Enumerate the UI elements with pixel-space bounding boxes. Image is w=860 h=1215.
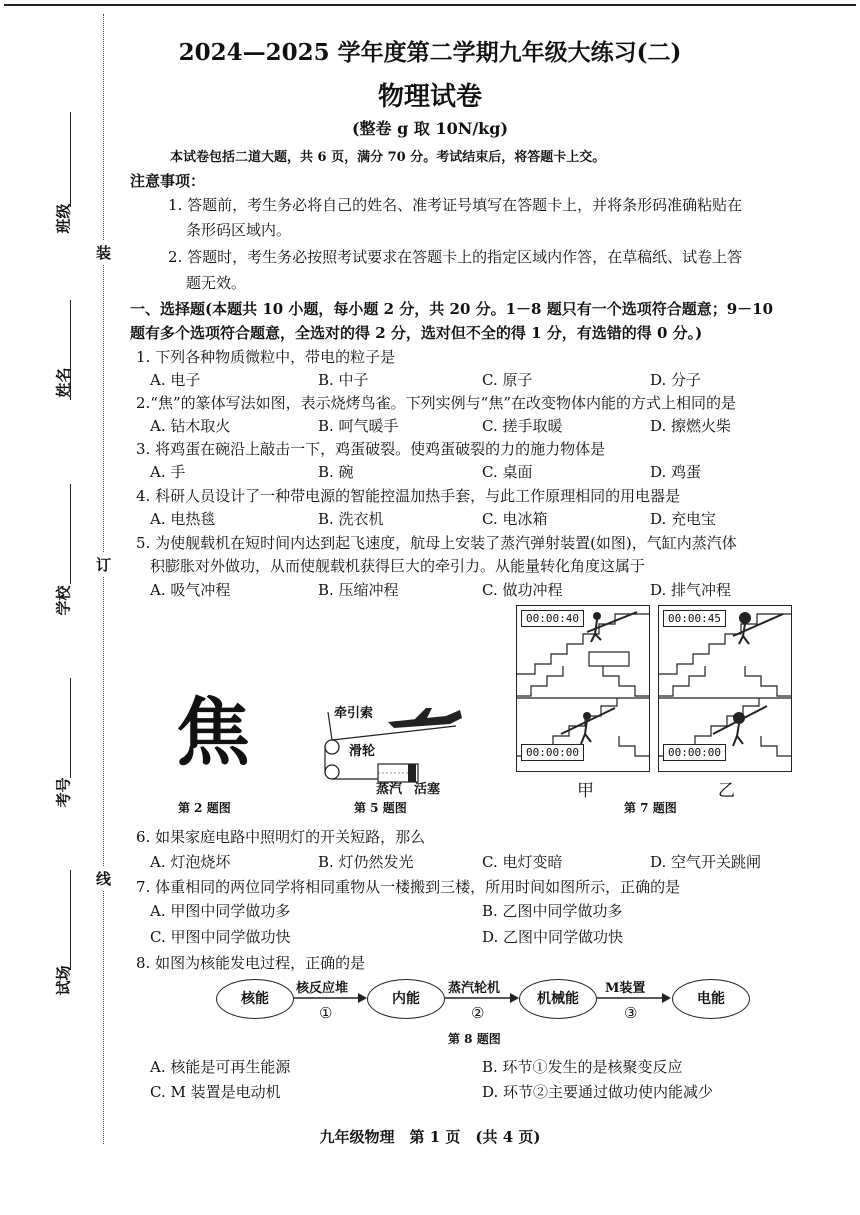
fig7-panel-yi	[658, 605, 792, 772]
exam-title: 2024—2025 学年度第二学期九年级大练习(二)	[178, 39, 682, 66]
q2-option-b: B. 呵气暖手	[318, 417, 399, 435]
q4-option-b: B. 洗衣机	[318, 510, 384, 528]
room-line	[70, 870, 71, 970]
notice-item2-line1: 2. 答题时，考生务必按照考试要求在答题卡上的指定区域内作答，在草稿纸、试卷上答	[168, 248, 743, 266]
fig5-caption: 第 5 题图	[354, 801, 407, 815]
q3-option-c: C. 桌面	[482, 463, 533, 481]
fig7-jia-start-time: 00:00:00	[521, 744, 584, 761]
q4-stem: 4. 科研人员设计了一种带电源的智能控温加热手套，与此工作原理相同的用电器是	[136, 487, 681, 505]
q7-option-b: B. 乙图中同学做功多	[482, 902, 623, 920]
fig7-label-jia: 甲	[577, 781, 594, 801]
fig2-caption: 第 2 题图	[178, 801, 231, 815]
q7-option-c: C. 甲图中同学做功快	[150, 928, 291, 946]
q8-option-a: A. 核能是可再生能源	[150, 1058, 291, 1076]
class-label: 班级	[54, 203, 73, 234]
q5-option-a: A. 吸气冲程	[150, 581, 231, 599]
fig8-arrow1-label: 核反应堆	[296, 981, 349, 996]
fig7-panel-jia	[516, 605, 650, 772]
q6-option-b: B. 灯仍然发光	[318, 853, 414, 871]
q1-option-a: A. 电子	[150, 371, 201, 389]
q5-option-d: D. 排气冲程	[650, 581, 732, 599]
fig8-arrow3-label: M装置	[605, 981, 646, 996]
page-footer: 九年级物理 第 1 页 (共 4 页)	[319, 1128, 541, 1146]
school-line	[70, 484, 71, 584]
fig2-seal-character: 焦	[176, 690, 250, 776]
fig5-label-pulley: 滑轮	[349, 744, 376, 759]
q6-stem: 6. 如果家庭电路中照明灯的开关短路，那么	[136, 828, 426, 846]
binding-xian: 线	[96, 866, 111, 891]
school-label: 学校	[54, 585, 73, 616]
q5-option-b: B. 压缩冲程	[318, 581, 399, 599]
q7-option-d: D. 乙图中同学做功快	[482, 928, 624, 946]
binding-zhuang: 装	[96, 240, 111, 265]
fig5-label-piston: 活塞	[414, 782, 441, 797]
q5-option-c: C. 做功冲程	[482, 581, 563, 599]
q3-stem: 3. 将鸡蛋在碗沿上敲击一下，鸡蛋破裂。使鸡蛋破裂的力的施力物体是	[136, 440, 606, 458]
notice-item1-line1: 1. 答题前，考生务必将自己的姓名、准考证号填写在答题卡上，并将条形码准确粘贴在	[168, 196, 743, 214]
fig8-caption: 第 8 题图	[448, 1032, 501, 1046]
q6-option-d: D. 空气开关跳闸	[650, 853, 762, 871]
q2-option-a: A. 钻木取火	[150, 417, 231, 435]
fig7-yi-start-time: 00:00:00	[663, 744, 726, 761]
fig7-jia-end-time: 00:00:40	[521, 610, 584, 627]
q2-option-d: D. 擦燃火柴	[650, 417, 732, 435]
q5-stem-line2: 积膨胀对外做功，从而使舰载机获得巨大的牵引力。从能量转化角度这属于	[150, 557, 646, 575]
q6-option-a: A. 灯泡烧坏	[150, 853, 231, 871]
q1-option-d: D. 分子	[650, 371, 702, 389]
binding-ding: 订	[96, 552, 111, 577]
fig8-node-mechanical: 机械能	[519, 979, 597, 1019]
q5-stem-line1: 5. 为使舰载机在短时间内达到起飞速度，航母上安装了蒸汽弹射装置(如图)，气缸内蒸汽体	[136, 534, 737, 552]
fig7-label-yi: 乙	[718, 781, 735, 801]
exam-no-line	[70, 678, 71, 778]
q7-option-a: A. 甲图中同学做功多	[150, 902, 291, 920]
exam-no-label: 考号	[54, 777, 73, 808]
fig8-node-internal: 内能	[367, 979, 445, 1019]
fig7-yi-end-time: 00:00:45	[663, 610, 726, 627]
fig8-arrow3-number: ③	[624, 1004, 638, 1022]
notice-item1-line2: 条形码区域内。	[186, 221, 292, 239]
fig8-arrow2-number: ②	[471, 1004, 485, 1022]
q8-option-d: D. 环节②主要通过做功使内能减少	[482, 1083, 714, 1101]
binding-dotted-line	[103, 14, 104, 1144]
q1-option-c: C. 原子	[482, 371, 533, 389]
q4-option-c: C. 电冰箱	[482, 510, 548, 528]
name-label: 姓名	[54, 367, 73, 398]
q3-option-d: D. 鸡蛋	[650, 463, 702, 481]
q8-option-c: C. M 装置是电动机	[150, 1083, 281, 1101]
q2-option-c: C. 搓手取暖	[482, 417, 563, 435]
fig8-arrow1-number: ①	[319, 1004, 333, 1022]
fig8-arrow2-label: 蒸汽轮机	[448, 981, 501, 996]
q3-option-a: A. 手	[150, 463, 186, 481]
q8-stem: 8. 如图为核能发电过程，正确的是	[136, 954, 366, 972]
q4-option-a: A. 电热毯	[150, 510, 216, 528]
q4-option-d: D. 充电宝	[650, 510, 717, 528]
fig5-label-steam: 蒸汽	[376, 782, 403, 797]
fig7-caption: 第 7 题图	[624, 801, 677, 815]
notice-heading: 注意事项：	[130, 172, 206, 190]
subject-title: 物理试卷	[377, 82, 482, 112]
notice-item2-line2: 题无效。	[186, 274, 247, 292]
q6-option-c: C. 电灯变暗	[482, 853, 563, 871]
room-label: 试场	[54, 965, 73, 996]
g-note: (整卷 g 取 10N/kg)	[351, 119, 509, 138]
q2-stem: 2.“焦”的篆体写法如图，表示烧烤鸟雀。下列实例与“焦”在改变物体内能的方式上相同的是	[136, 394, 736, 412]
fig5-label-rope: 牵引索	[334, 706, 374, 721]
q8-option-b: B. 环节①发生的是核聚变反应	[482, 1058, 683, 1076]
section1-line2: 题有多个选项符合题意，全选对的得 2 分，选对但不全的得 1 分，有选错的得 0 分。)	[130, 324, 703, 342]
fig8-node-electric: 电能	[672, 979, 750, 1019]
q3-option-b: B. 碗	[318, 463, 354, 481]
section1-line1: 一、选择题(本题共 10 小题，每小题 2 分，共 20 分。1－8 题只有一个选项符合题意；9－10	[130, 300, 774, 318]
q7-stem: 7. 体重相同的两位同学将相同重物从一楼搬到三楼，所用时间如图所示，正确的是	[136, 878, 681, 896]
fig8-node-nuclear: 核能	[216, 979, 294, 1019]
q1-stem: 1. 下列各种物质微粒中，带电的粒子是	[136, 348, 396, 366]
q1-option-b: B. 中子	[318, 371, 369, 389]
intro-text: 本试卷包括二道大题，共 6 页，满分 70 分。考试结束后，将答题卡上交。	[170, 150, 606, 165]
